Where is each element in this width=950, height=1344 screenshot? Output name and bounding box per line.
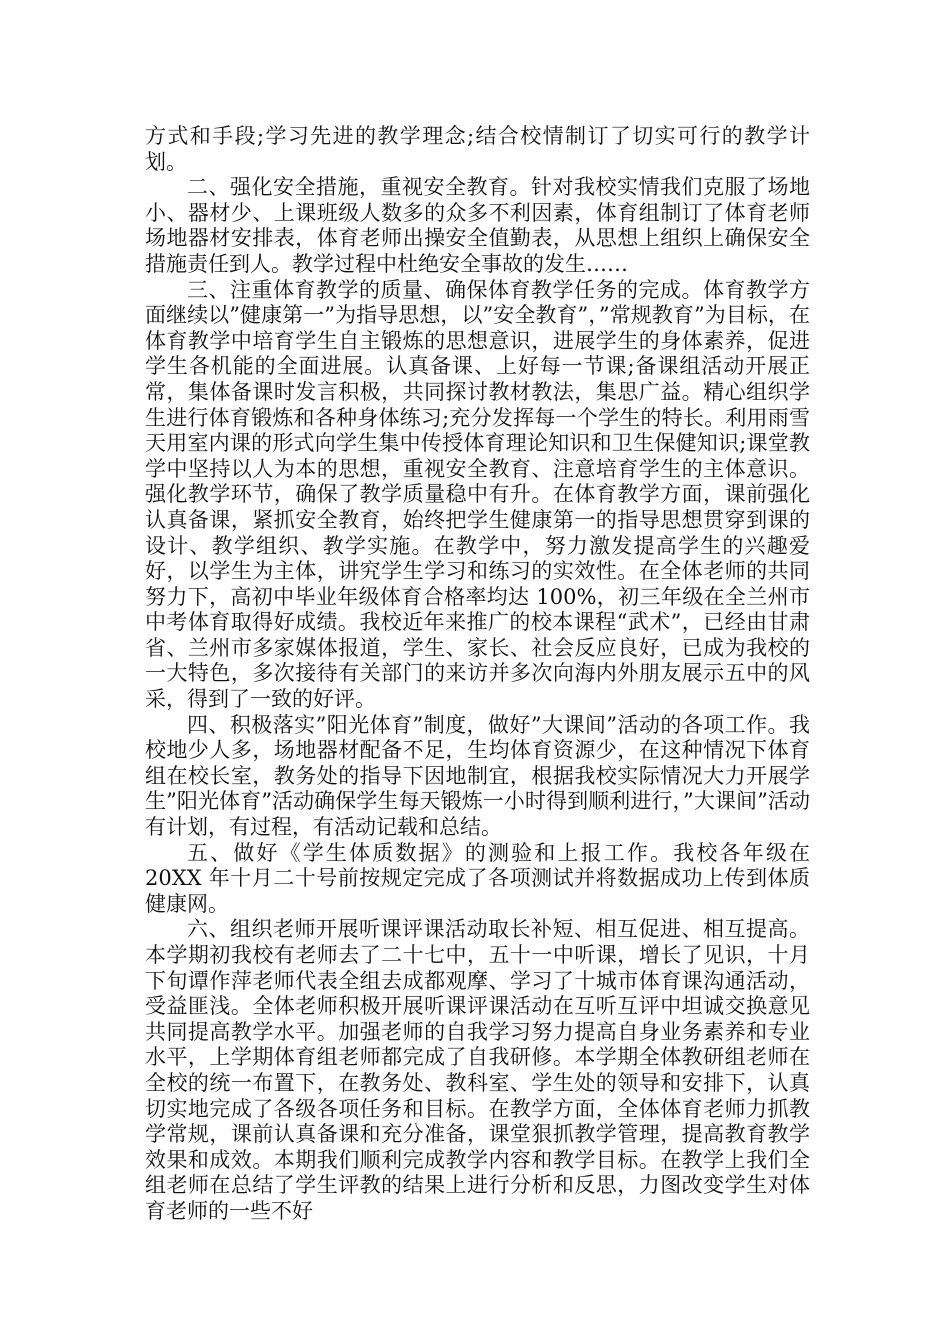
paragraph-4: 四、积极落实”阳光体育”制度，做好”大课间”活动的各项工作。我校地少人多，场地器材配备不足，生均体育资源少，在这种情况下体育组在校长室，教务处的指导下因地制宜，根据我校实际情况大力开展学生”阳光体育”活动确保学生每天锻炼一小时得到顺利进行，”大课间”活动有计划，有过程，有活动记载和总结。 [145,712,810,840]
paragraph-6: 六、组织老师开展听课评课活动取长补短、相互促进、相互提高。本学期初我校有老师去了二十七中，五十一中听课，增长了见识，十月下旬谭作萍老师代表全组去成都观摩、学习了十城市体育课沟通活动，受益匪浅。全体老师积极开展听课评课活动在互听互评中坦诚交换意见共同提高教学水平。加强老师的自我学习努力提高自身业务素养和专业水平，上学期体育组老师都完成了自我研修。本学期全体教研组老师在全校的统一布置下，在教务处、教科室、学生处的领导和安排下，认真切实地完成了各级各项任务和目标。在教学方面，全体体育老师力抓教学常规，课前认真备课和充分准备，课堂狠抓教学管理，提高教育教学效果和成效。本期我们顺利完成教学内容和教学目标。在教学上我们全组老师在总结了学生评教的结果上进行分析和反思，力图改变学生对体育老师的一些不好 [145,917,810,1223]
paragraph-2: 二、强化安全措施，重视安全教育。针对我校实情我们克服了场地小、器材少、上课班级人数多的众多不利因素，体育组制订了体育老师场地器材安排表，体育老师出操安全值勤表，从思想上组织上确保安全措施责任到人。教学过程中杜绝安全事故的发生…… [145,175,810,276]
paragraph-5: 五、做好《学生体质数据》的测验和上报工作。我校各年级在 20XX 年十月二十号前按规定完成了各项测试并将数据成功上传到体质健康网。 [145,840,810,916]
paragraph-3: 三、注重体育教学的质量、确保体育教学任务的完成。体育教学方面继续以”健康第一”为指导思想，以”安全教育”，”常规教育”为目标，在体育教学中培育学生自主锻炼的思想意识，进展学生的身体素养，促进学生各机能的全面进展。认真备课、上好每一节课;备课组活动开展正常，集体备课时发言积极，共同探讨教材教法，集思广益。精心组织学生进行体育锻炼和各种身体练习;充分发挥每一个学生的特长。利用雨雪天用室内课的形式向学生集中传授体育理论知识和卫生保健知识;课堂教学中坚持以人为本的思想，重视安全教育、注意培育学生的主体意识。强化教学环节，确保了教学质量稳中有升。在体育教学方面，课前强化认真备课，紧抓安全教育，始终把学生健康第一的指导思想贯穿到课的设计、教学组织、教学实施。在教学中，努力激发提高学生的兴趣爱好，以学生为主体，讲究学生学习和练习的实效性。在全体老师的共同努力下，高初中毕业年级体育合格率均达 100%，初三年级在全兰州市中考体育取得好成绩。我校近年来推广的校本课程“武术”，已经由甘肃省、兰州市多家媒体报道，学生、家长、社会反应良好，已成为我校的一大特色，多次接待有关部门的来访并多次向海内外朋友展示五中的风采，得到了一致的好评。 [145,277,810,712]
document-body [145,124,810,1225]
paragraph-1: 方式和手段;学习先进的教学理念;结合校情制订了切实可行的教学计划。 [145,124,810,174]
